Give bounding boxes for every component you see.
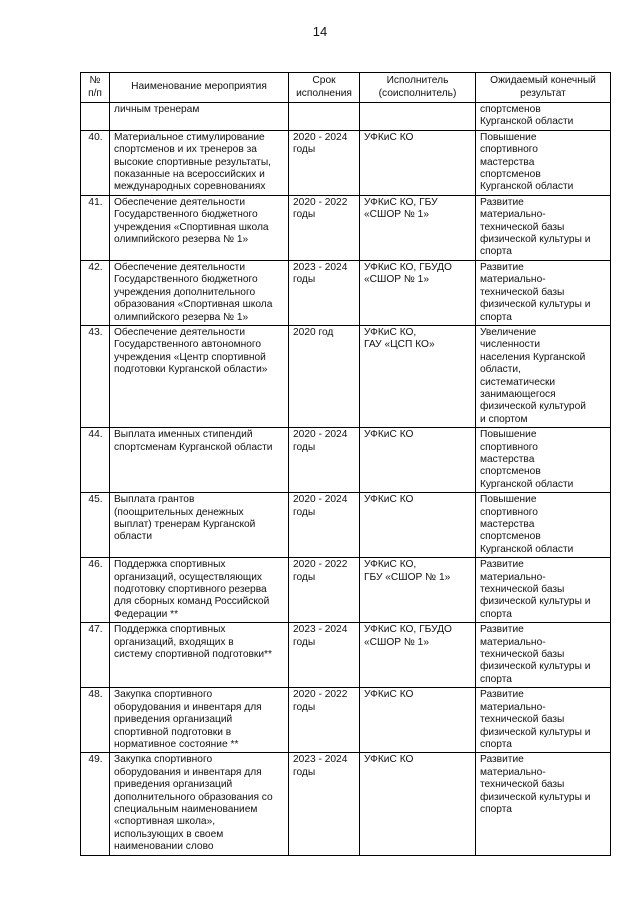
- row-result: Развитие материально- технической базы физической культуры и спорта: [476, 195, 611, 260]
- row-num: 47.: [81, 623, 110, 688]
- row-term: 2020 - 2022 годы: [289, 688, 360, 753]
- table-row: [81, 493, 611, 558]
- row-executor: УФКиС КО: [360, 493, 476, 558]
- header-num: № п/п: [81, 73, 110, 103]
- table-row: [81, 753, 611, 856]
- table-row: [81, 260, 611, 325]
- header-result: Ожидаемый конечный результат: [476, 73, 611, 103]
- row-result: Развитие материально- технической базы физической культуры и спорта: [476, 260, 611, 325]
- row-result: Повышение спортивного мастерства спортсменов Курганской области: [476, 428, 611, 493]
- row-num: 42.: [81, 260, 110, 325]
- row-result: Повышение спортивного мастерства спортсменов Курганской области: [476, 130, 611, 195]
- row-num: [81, 103, 110, 131]
- table-row: [81, 558, 611, 623]
- table-row: [81, 623, 611, 688]
- row-term: 2020 год: [289, 325, 360, 427]
- row-event: Обеспечение деятельности Государственного бюджетного учреждения «Спортивная школа олимпийского резерва № 1»: [110, 195, 289, 260]
- row-term: 2020 - 2024 годы: [289, 493, 360, 558]
- row-num: 45.: [81, 493, 110, 558]
- row-num: 44.: [81, 428, 110, 493]
- row-event: Обеспечение деятельности Государственного бюджетного учреждения дополнительного образования «Спортивная школа олимпийского резерва № 1»: [110, 260, 289, 325]
- row-executor: УФКиС КО, ГБУ «СШОР № 1»: [360, 195, 476, 260]
- row-executor: УФКиС КО, ГБУ «СШОР № 1»: [360, 558, 476, 623]
- table-row: [81, 428, 611, 493]
- header-executor: Исполнитель (соисполнитель): [360, 73, 476, 103]
- row-event: личным тренерам: [110, 103, 289, 131]
- table-row: [81, 688, 611, 753]
- row-result: Развитие материально- технической базы физической культуры и спорта: [476, 753, 611, 856]
- row-result: Повышение спортивного мастерства спортсменов Курганской области: [476, 493, 611, 558]
- row-num: 43.: [81, 325, 110, 427]
- page-number: 14: [312, 24, 328, 39]
- row-executor: [360, 103, 476, 131]
- row-event: Закупка спортивного оборудования и инвентаря для приведения организаций дополнительного образования со специальным наименованием «спортивная школа», использующих в своем наименовании слово: [110, 753, 289, 856]
- row-event: Выплата именных стипендий спортсменам Курганской области: [110, 428, 289, 493]
- row-result: Развитие материально- технической базы физической культуры и спорта: [476, 558, 611, 623]
- events-table: [80, 72, 611, 856]
- row-executor: УФКиС КО: [360, 130, 476, 195]
- row-result: Увеличение численности населения Курганской области, систематически занимающегося физической культурой и спортом: [476, 325, 611, 427]
- row-term: 2020 - 2022 годы: [289, 558, 360, 623]
- row-event: Закупка спортивного оборудования и инвентаря для приведения организаций спортивной подготовки в нормативное состояние **: [110, 688, 289, 753]
- row-term: [289, 103, 360, 131]
- row-term: 2023 - 2024 годы: [289, 623, 360, 688]
- row-result: спортсменов Курганской области: [476, 103, 611, 131]
- row-executor: УФКиС КО: [360, 688, 476, 753]
- row-executor: УФКиС КО: [360, 428, 476, 493]
- header-event: Наименование мероприятия: [110, 73, 289, 103]
- row-term: 2023 - 2024 годы: [289, 753, 360, 856]
- row-event: Выплата грантов (поощрительных денежных выплат) тренерам Курганской области: [110, 493, 289, 558]
- row-executor: УФКиС КО, ГБУДО «СШОР № 1»: [360, 623, 476, 688]
- row-executor: УФКиС КО, ГБУДО «СШОР № 1»: [360, 260, 476, 325]
- table-row: [81, 325, 611, 427]
- row-term: 2020 - 2022 годы: [289, 195, 360, 260]
- table-row: [81, 103, 611, 131]
- row-num: 41.: [81, 195, 110, 260]
- row-result: Развитие материально- технической базы физической культуры и спорта: [476, 623, 611, 688]
- row-event: Обеспечение деятельности Государственного автономного учреждения «Центр спортивной подготовки Курганской области»: [110, 325, 289, 427]
- row-num: 49.: [81, 753, 110, 856]
- row-term: 2023 - 2024 годы: [289, 260, 360, 325]
- row-event: Материальное стимулирование спортсменов и их тренеров за высокие спортивные результаты, показанные на всероссийских и международных соревнованиях: [110, 130, 289, 195]
- table-row: [81, 195, 611, 260]
- header-term: Срок исполнения: [289, 73, 360, 103]
- row-executor: УФКиС КО, ГАУ «ЦСП КО»: [360, 325, 476, 427]
- row-term: 2020 - 2024 годы: [289, 428, 360, 493]
- table-header-row: [81, 73, 611, 103]
- row-executor: УФКиС КО: [360, 753, 476, 856]
- row-result: Развитие материально- технической базы физической культуры и спорта: [476, 688, 611, 753]
- row-event: Поддержка спортивных организаций, осуществляющих подготовку спортивного резерва для сборных команд Российской Федерации **: [110, 558, 289, 623]
- row-event: Поддержка спортивных организаций, входящих в систему спортивной подготовки**: [110, 623, 289, 688]
- row-term: 2020 - 2024 годы: [289, 130, 360, 195]
- table-row: [81, 130, 611, 195]
- row-num: 46.: [81, 558, 110, 623]
- row-num: 48.: [81, 688, 110, 753]
- row-num: 40.: [81, 130, 110, 195]
